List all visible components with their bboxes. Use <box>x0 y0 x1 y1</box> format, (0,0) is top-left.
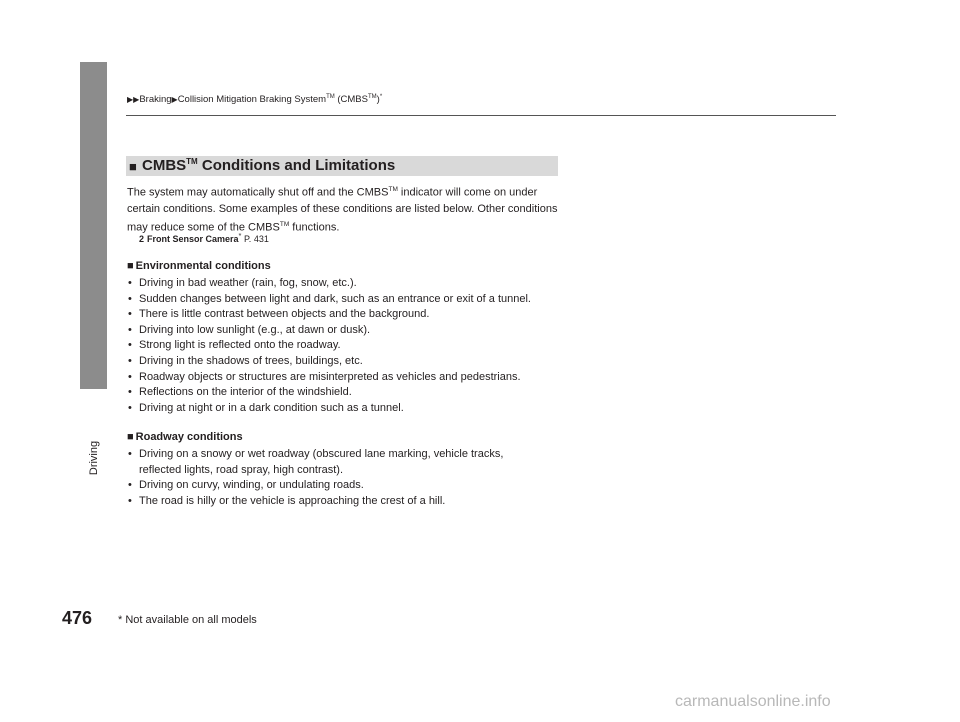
breadcrumb-arrow-icon: ▶ <box>171 95 178 105</box>
bullet-icon: • <box>128 494 132 507</box>
footnote: * Not available on all models <box>118 614 257 626</box>
list-item: • Sudden changes between light and dark, such as an entrance or exit of a tunnel. <box>127 292 587 308</box>
breadcrumb-arrow-icon: ▶ <box>133 95 140 105</box>
list-item: • Driving on curvy, winding, or undulating roads. <box>127 478 547 494</box>
list-item: • Roadway objects or structures are misinterpreted as vehicles and pedestrians. <box>127 370 587 386</box>
list-item: • There is little contrast between objects and the background. <box>127 307 587 323</box>
environmental-heading: ■ Environmental conditions <box>127 260 271 272</box>
header-divider <box>126 115 836 116</box>
roadway-list <box>127 447 547 509</box>
bullet-icon: • <box>128 401 132 414</box>
cross-reference-link[interactable] <box>139 231 269 244</box>
bullet-icon: • <box>128 386 132 399</box>
bullet-icon: • <box>128 370 132 383</box>
page-number: 476 <box>62 608 93 628</box>
section-square-icon: ■ <box>129 159 137 174</box>
bullet-icon: • <box>128 339 132 352</box>
list-item: • Driving at night or in a dark condition such as a tunnel. <box>127 401 587 417</box>
xref-page: P. 431 <box>241 234 269 244</box>
chapter-label <box>82 428 106 488</box>
reference-arrow-icon: 2 <box>139 234 145 244</box>
roadway-heading: ■ Roadway conditions <box>127 431 243 443</box>
watermark-link[interactable]: carmanualsonline.info <box>675 693 831 710</box>
subhead-square-icon: ■ <box>127 431 134 443</box>
intro-paragraph: The system may automatically shut off and the CMBS™ indicator will come on under certain conditions. Some examples of these conditions are listed below. Other conditions may reduce some of the CMBS™ functions. <box>127 186 558 234</box>
breadcrumb <box>127 94 382 105</box>
bullet-icon: • <box>128 354 132 367</box>
bullet-icon: • <box>128 323 132 336</box>
environmental-list <box>127 276 587 416</box>
breadcrumb-braking[interactable]: Braking <box>139 94 172 106</box>
bullet-icon: • <box>128 448 132 460</box>
breadcrumb-arrow-icon: ▶ <box>127 95 134 105</box>
list-item: • Strong light is reflected onto the roadway. <box>127 338 587 354</box>
xref-title: Front Sensor Camera <box>147 234 239 244</box>
list-item: • The road is hilly or the vehicle is approaching the crest of a hill. <box>127 494 547 510</box>
bullet-icon: • <box>128 479 132 492</box>
list-item: • Driving in bad weather (rain, fog, snow, etc.). <box>127 276 587 292</box>
bullet-icon: • <box>128 277 132 289</box>
breadcrumb-cmbs[interactable]: Collision Mitigation Braking System™ (CMBS™)* <box>177 94 383 106</box>
section-heading-bar <box>126 156 558 176</box>
xref-asterisk: * <box>238 231 242 240</box>
chapter-side-tab <box>80 62 107 389</box>
list-item: • Driving into low sunlight (e.g., at dawn or dusk). <box>127 323 587 339</box>
bullet-icon: • <box>128 308 132 321</box>
list-item: • Driving in the shadows of trees, buildings, etc. <box>127 354 587 370</box>
section-title: CMBS™ Conditions and Limitations <box>142 157 396 174</box>
bullet-icon: • <box>128 292 132 305</box>
subhead-square-icon: ■ <box>127 260 134 272</box>
list-item: • Reflections on the interior of the windshield. <box>127 385 587 401</box>
list-item: • Driving on a snowy or wet roadway (obscured lane marking, vehicle tracks, reflected lights, road spray, high contrast). <box>128 448 504 476</box>
chapter-label-text: Driving <box>88 440 101 476</box>
